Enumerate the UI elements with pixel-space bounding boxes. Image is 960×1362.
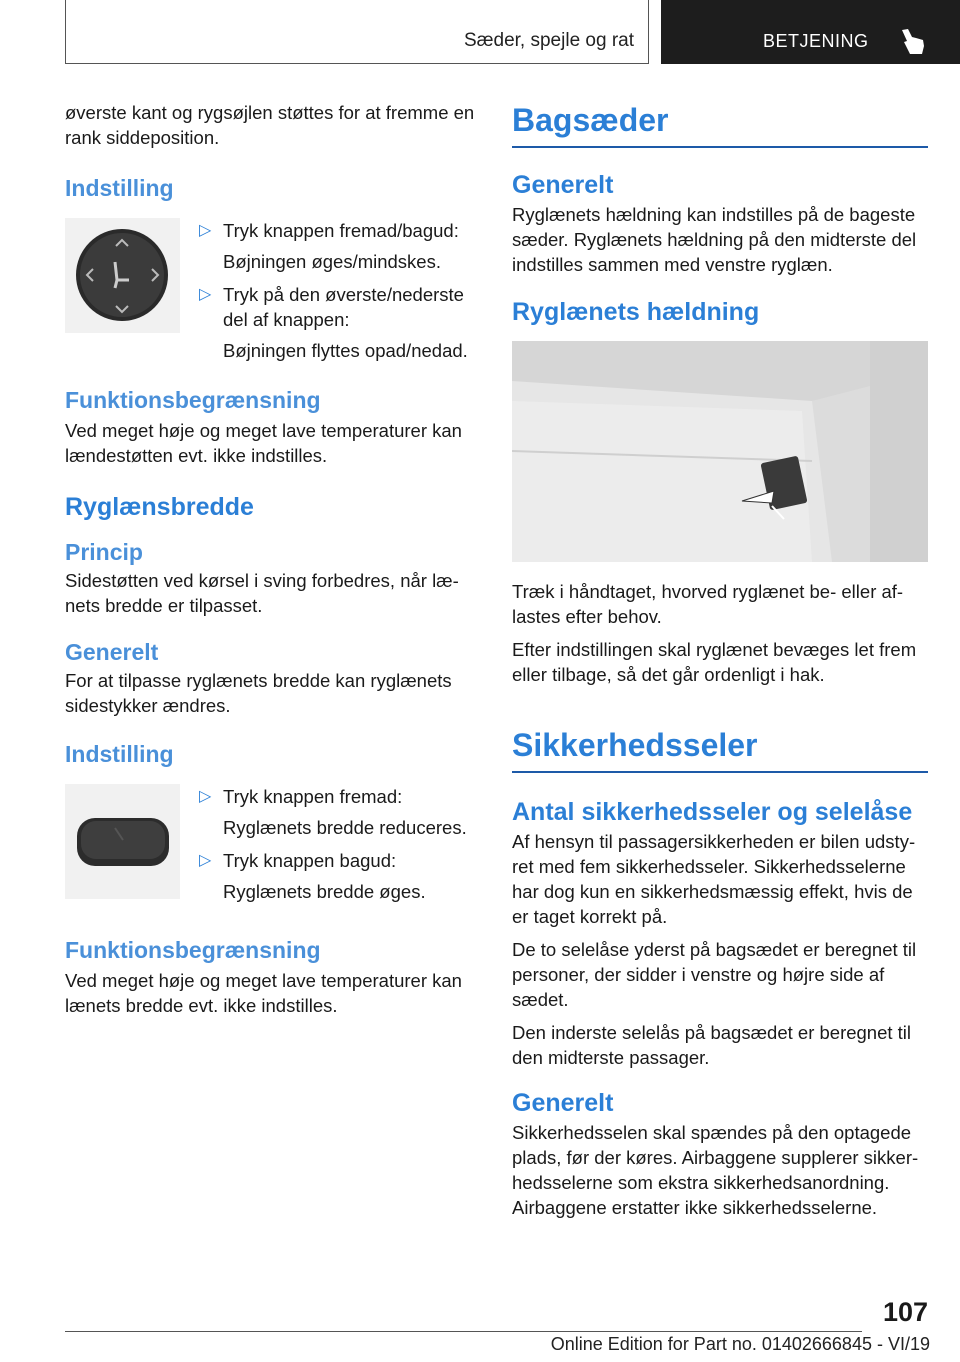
width-steps [199, 784, 479, 912]
heading-backrest-width: Ryglænsbredde [65, 493, 254, 521]
belt-count-text-1: Af hensyn til passagersikkerheden er bilen udsty‐ ret med fem sikkerhedsseler. Sikkerhedsselerne har dog kun en sikkerhedsmæssig effekt, hvis de er taget korrekt på. [512, 831, 916, 927]
step-result: Bøjningen øges/mindskes. [223, 251, 441, 272]
heading-width-setting: Indstilling [65, 741, 174, 767]
step-result: Ryglænets bredde reduceres. [223, 817, 467, 838]
heading-rear-seats: Bagsæder [512, 100, 928, 148]
chapter-tab [661, 0, 960, 64]
heading-backrest-incline: Ryglænets hældning [512, 298, 760, 326]
backrest-lever-photo [512, 341, 928, 562]
incline-text-1: Træk i håndtaget, hvorved ryglænet be- eller af‐ lastes efter behov. [512, 581, 904, 627]
step-item [199, 784, 479, 840]
heading-lumbar-setting: Indstilling [65, 175, 174, 201]
edition-text: Online Edition for Part no. 01402666845 - VI/19 [550, 1334, 930, 1354]
triangle-bullet-icon: ▷ [199, 222, 212, 239]
step-item [199, 282, 479, 363]
heading-width-general: Generelt [65, 639, 159, 665]
step-action: Tryk knappen fremad: [223, 786, 403, 807]
section-title: Sæder, spejle og rat [65, 0, 649, 64]
rear-general-text: Ryglænets hældning kan indstilles på de bageste sæder. Ryglænets hældning på den midterste del indstilles sammen med venstre ryglæn. [512, 204, 917, 275]
heading-width-limit: Funktionsbegrænsning [65, 937, 321, 963]
heading-lumbar-limit: Funktionsbegrænsning [65, 387, 321, 413]
lumbar-steps [199, 218, 479, 371]
heading-rear-general: Generelt [512, 171, 614, 199]
belts-general-text: Sikkerhedsselen skal spændes på den optagede plads, før der køres. Airbaggene supplerer sikker‐ hedsselerne som ekstra sikkerhedsanordning. Airbaggene erstatter ikke sikkerhedsselerne. [512, 1122, 919, 1218]
triangle-bullet-icon: ▷ [199, 286, 212, 303]
heading-belts-general: Generelt [512, 1089, 614, 1117]
page-header [0, 0, 960, 66]
step-action: Tryk på den øverste/nederste del af knappen: [223, 284, 464, 330]
heading-principle: Princip [65, 539, 143, 565]
chapter-title: BETJENING [763, 31, 869, 51]
width-switch-illustration [65, 784, 180, 899]
triangle-bullet-icon: ▷ [199, 788, 212, 805]
step-item [199, 848, 479, 904]
step-action: Tryk knappen fremad/bagud: [223, 220, 459, 241]
belt-count-text-3: Den inderste selelås på bagsædet er beregnet til den midterste passager. [512, 1022, 912, 1068]
heading-belt-count: Antal sikkerhedsseler og selelåse [512, 798, 913, 826]
step-result: Ryglænets bredde øges. [223, 881, 426, 902]
width-limit-text: Ved meget høje og meget lave temperaturer kan lænets bredde evt. ikke indstilles. [65, 970, 462, 1016]
lumbar-switch-illustration [65, 218, 180, 333]
triangle-bullet-icon: ▷ [199, 852, 212, 869]
lumbar-setting-block [65, 218, 478, 368]
width-general-text: For at tilpasse ryglænets bredde kan ryglænets sidestykker ændres. [65, 670, 452, 716]
principle-text: Sidestøtten ved kørsel i sving forbedres, når læ‐ nets bredde er tilpasset. [65, 570, 459, 616]
step-result: Bøjningen flyttes opad/nedad. [223, 340, 468, 361]
lumbar-limit-text: Ved meget høje og meget lave temperaturer kan lændestøtten evt. ikke indstilles. [65, 420, 462, 466]
left-column [65, 100, 478, 1018]
incline-text-2: Efter indstillingen skal ryglænet bevæges let frem eller tilbage, så det går ordenligt i hak. [512, 639, 917, 685]
heading-seat-belts: Sikkerhedsseler [512, 725, 928, 773]
pointing-hand-icon [896, 28, 926, 56]
intro-text: øverste kant og rygsøjlen støttes for at fremme en rank siddeposition. [65, 102, 475, 148]
footer-divider [65, 1331, 862, 1332]
step-item [199, 218, 479, 274]
step-action: Tryk knappen bagud: [223, 850, 397, 871]
belt-count-text-2: De to selelåse yderst på bagsædet er beregnet til personer, der sidder i venstre og højre side af sædet. [512, 939, 917, 1010]
right-column [512, 100, 928, 1220]
page-number: 107 [882, 1297, 928, 1327]
width-setting-block [65, 784, 478, 914]
